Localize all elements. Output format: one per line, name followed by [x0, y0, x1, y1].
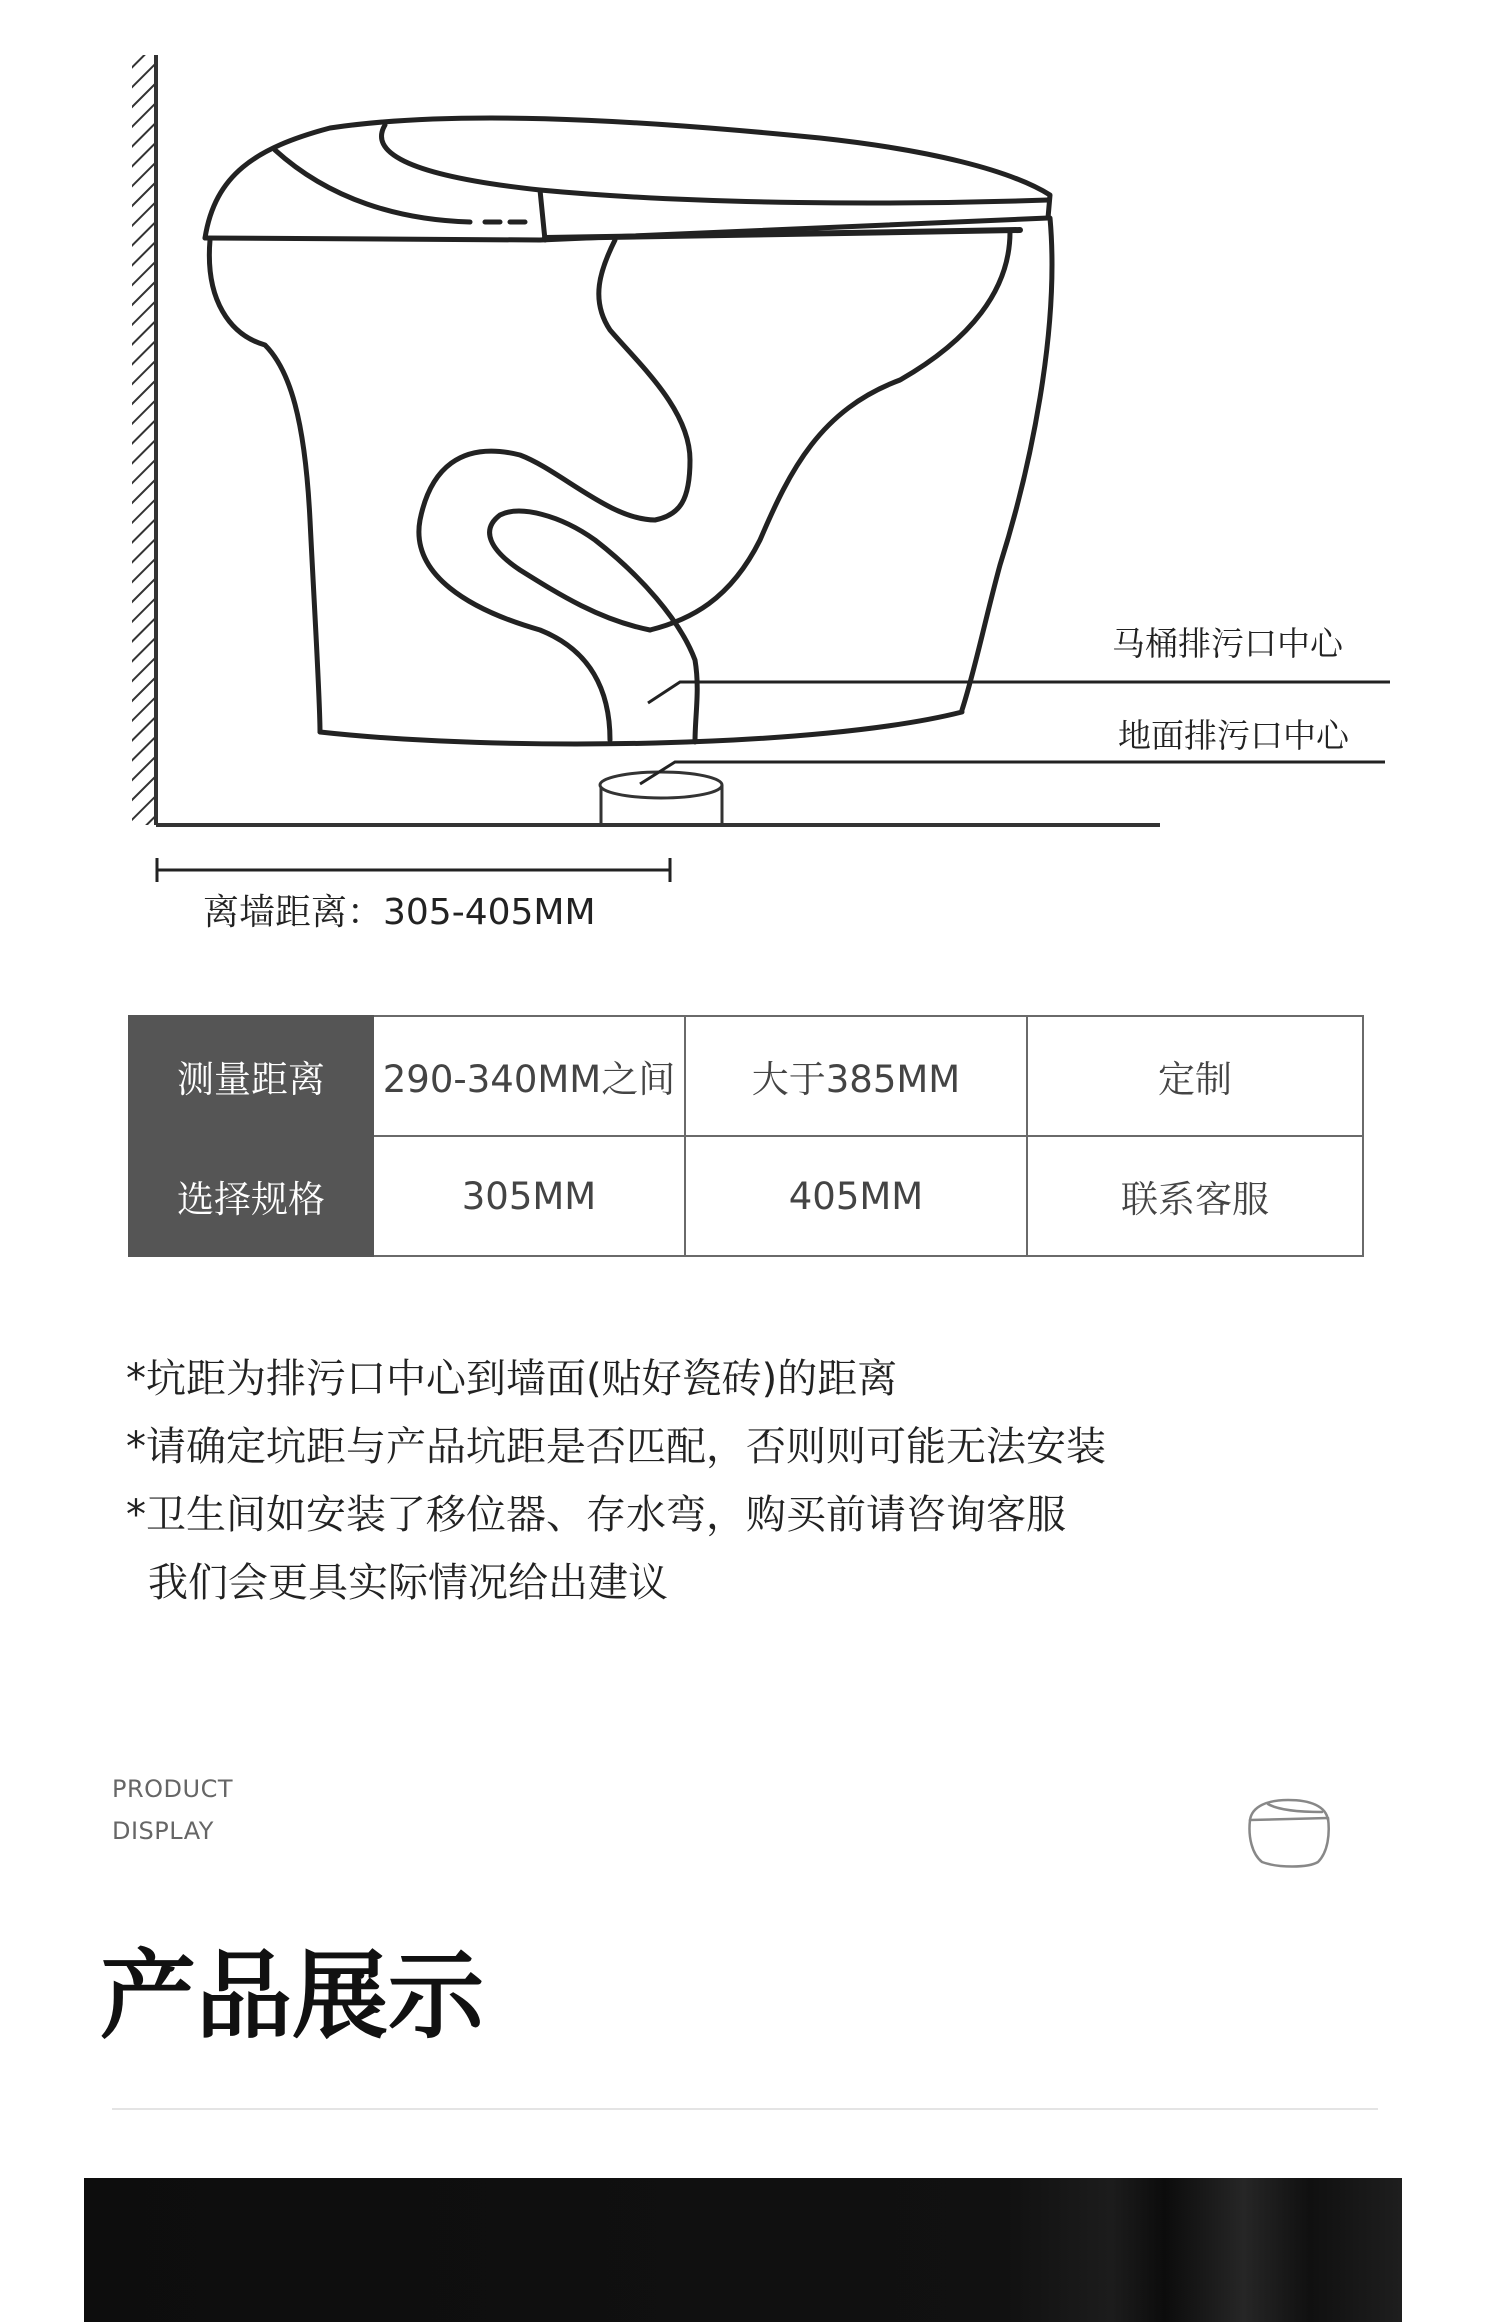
installation-diagram: [0, 0, 1500, 960]
floor-drain-center-label: 地面排污口中心: [1118, 716, 1349, 755]
note-item: *坑距为排污口中心到墙面(贴好瓷砖)的距离: [126, 1356, 898, 1402]
toilet-icon: [1238, 1792, 1338, 1872]
wall: [132, 55, 156, 825]
toilet-drain-leader: [648, 682, 1390, 703]
product-image: [84, 2178, 1402, 2322]
table-cell: 305MM: [373, 1136, 685, 1256]
wall-distance-label: 离墙距离：305-405MM: [203, 892, 596, 933]
table-row: [129, 1016, 1363, 1136]
table-cell: 405MM: [685, 1136, 1027, 1256]
table-cell-contact: 联系客服: [1027, 1136, 1363, 1256]
spec-table: [128, 1015, 1364, 1257]
note-item: *请确定坑距与产品坑距是否匹配，否则则可能无法安装: [126, 1424, 1106, 1470]
note-item: *卫生间如安装了移位器、存水弯，购买前请咨询客服: [126, 1492, 1066, 1538]
section-english-heading: [112, 1768, 233, 1852]
toilet-drain-center-label: 马桶排污口中心: [1112, 624, 1343, 663]
toilet-cross-section-drawing: [0, 0, 1500, 960]
table-row: [129, 1136, 1363, 1256]
table-cell: 定制: [1027, 1016, 1363, 1136]
install-notes: [126, 1345, 1376, 1617]
wall-distance-dimension: [157, 858, 670, 882]
section-en-line: PRODUCT: [112, 1775, 234, 1803]
row-header-measure: 测量距离: [129, 1016, 373, 1136]
floor-drain-pipe: [600, 772, 722, 825]
table-cell: 290-340MM之间: [373, 1016, 685, 1136]
section-title: 产品展示: [100, 1940, 484, 2052]
section-divider: [112, 2108, 1378, 2110]
table-cell: 大于385MM: [685, 1016, 1027, 1136]
row-header-spec: 选择规格: [129, 1136, 373, 1256]
note-item: 我们会更具实际情况给出建议: [148, 1560, 668, 1606]
toilet-outline: [205, 118, 1052, 744]
floor-drain-leader: [640, 762, 1385, 784]
section-en-line: DISPLAY: [112, 1817, 214, 1845]
